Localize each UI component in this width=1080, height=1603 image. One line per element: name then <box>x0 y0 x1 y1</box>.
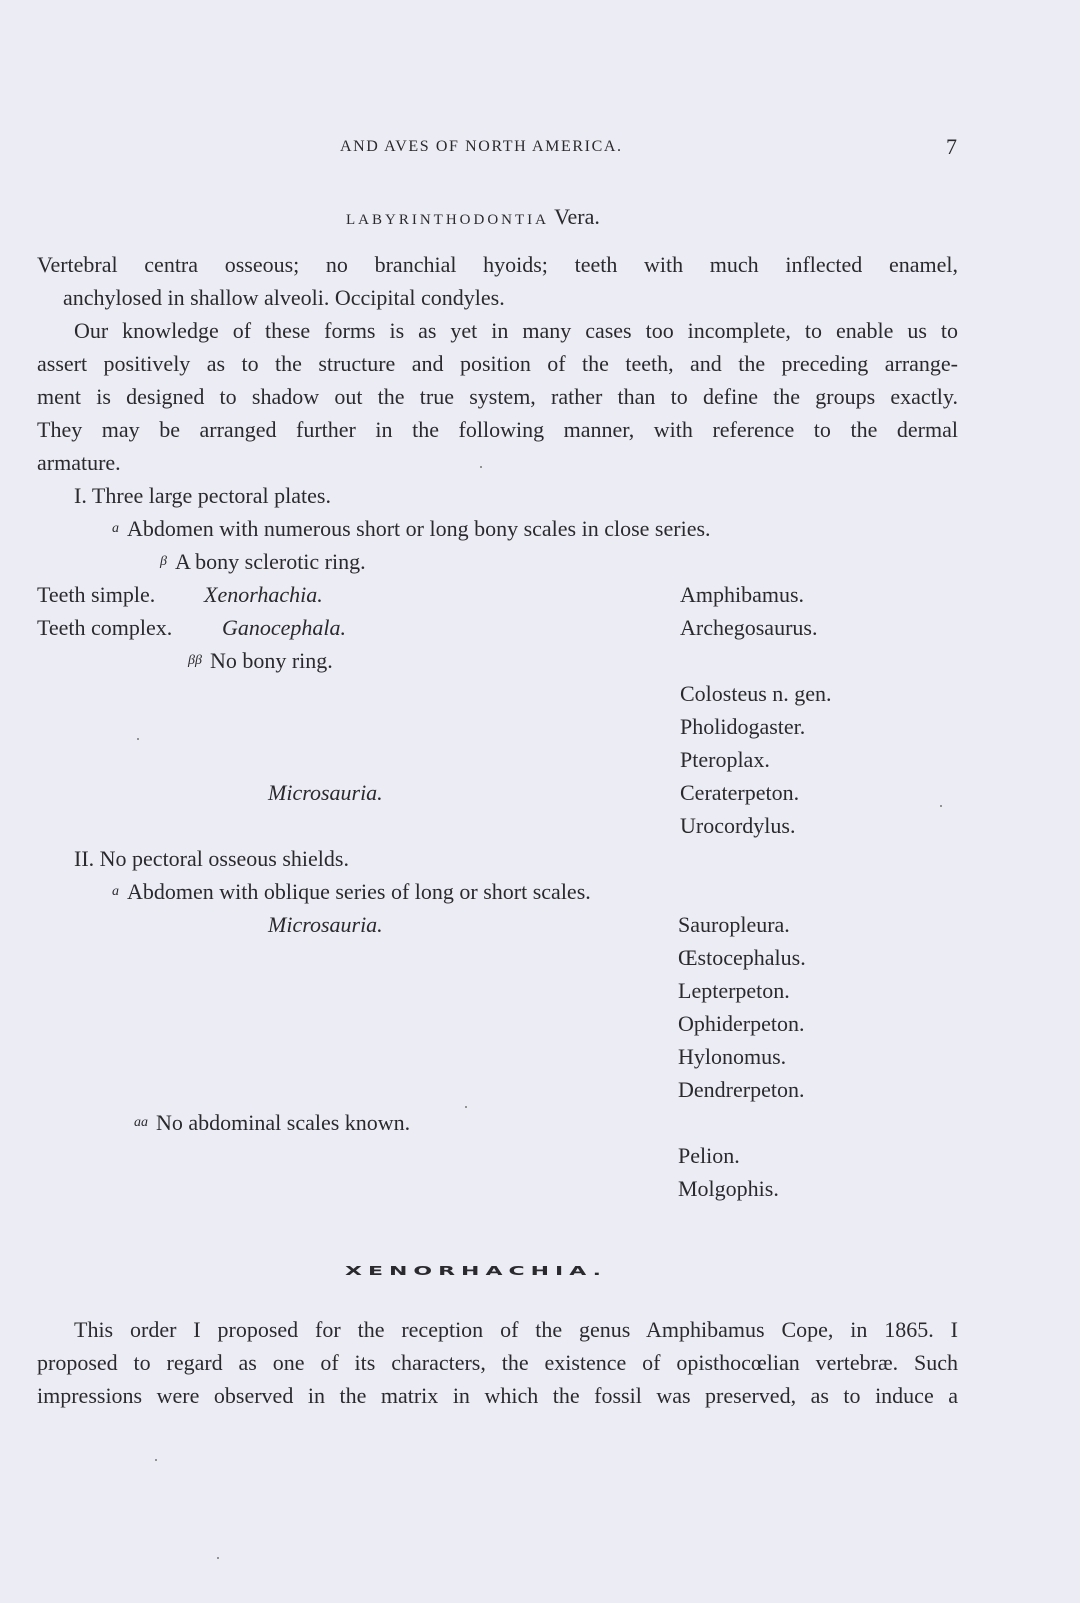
para2-line4: They may be arranged further in the following manner, with reference to the dermal <box>37 417 958 442</box>
key-aa-text: No abdominal scales known. <box>156 1110 411 1135</box>
key-genus: Lepterpeton. <box>678 978 790 1003</box>
key-genus: Pholidogaster. <box>680 714 806 739</box>
key-genus: Œstocephalus. <box>678 945 806 970</box>
key-genus: Sauropleura. <box>678 912 790 937</box>
page-number: 7 <box>946 134 957 159</box>
key-group-2: II. No pectoral osseous shields. <box>74 846 349 871</box>
para2-line1: Our knowledge of these forms is as yet in many cases too incomplete, to enable us to <box>74 318 958 343</box>
key-group-2-a-text: Abdomen with oblique series of long or short scales. <box>127 879 591 904</box>
para2-line2: assert positively as to the structure and position of the teeth, and the preceding arrange- <box>37 351 958 376</box>
key-order-microsauria: Microsauria. <box>268 912 383 937</box>
key-mark-betabeta: ββ <box>188 653 202 668</box>
key-genus: Hylonomus. <box>678 1044 787 1069</box>
key-genus-amphibamus: Amphibamus. <box>680 582 805 607</box>
key-order-microsauria: Microsauria. <box>268 780 383 805</box>
key-mark-a: a <box>112 521 119 536</box>
xenorhachia-line1: This order I proposed for the reception of the genus Amphibamus Cope, in 1865. I <box>74 1317 958 1342</box>
scan-speck <box>137 738 139 740</box>
key-beta-text: A bony sclerotic ring. <box>174 549 366 574</box>
key-beta <box>160 545 366 578</box>
key-genus: Ophiderpeton. <box>678 1011 805 1036</box>
section-title-caps: LABYRINTHODONTIA <box>346 212 549 228</box>
key-genus: Dendrerpeton. <box>678 1077 805 1102</box>
key-genus: Molgophis. <box>678 1176 779 1201</box>
para2-line3: ment is designed to shadow out the true system, rather than to define the groups exactly. <box>37 384 958 409</box>
scan-speck <box>480 466 482 468</box>
key-genus: Pelion. <box>678 1143 740 1168</box>
xenorhachia-heading: XENORHACHIA. <box>345 1264 608 1279</box>
key-aa <box>134 1106 410 1139</box>
scan-speck <box>217 1557 219 1559</box>
xenorhachia-line2: proposed to regard as one of its characters, the existence of opisthocœlian vertebræ. Such <box>37 1350 958 1375</box>
key-betabeta-text: No bony ring. <box>209 648 333 673</box>
key-teeth-simple: Teeth simple. <box>37 582 156 607</box>
key-mark-a: a <box>112 884 119 899</box>
key-order-xenorhachia: Xenorhachia. <box>204 582 323 607</box>
section-title-word: Vera. <box>554 204 600 229</box>
scan-speck <box>465 1106 467 1108</box>
key-genus: Pteroplax. <box>680 747 770 772</box>
scan-speck <box>940 805 942 807</box>
key-teeth-complex: Teeth complex. <box>37 615 173 640</box>
key-group-2-a <box>112 875 591 908</box>
key-genus: Ceraterpeton. <box>680 780 800 805</box>
key-genus-archegosaurus: Archegosaurus. <box>680 615 818 640</box>
key-mark-beta: β <box>160 554 167 569</box>
key-betabeta <box>188 644 333 677</box>
para2-line5: armature. <box>37 450 121 475</box>
section-title <box>346 204 600 230</box>
key-order-ganocephala: Ganocephala. <box>222 615 347 640</box>
key-group-1: I. Three large pectoral plates. <box>74 483 331 508</box>
scan-speck <box>155 1459 157 1461</box>
para1-line1: Vertebral centra osseous; no branchial hyoids; teeth with much inflected enamel, <box>37 252 958 277</box>
key-group-1-a <box>112 512 711 545</box>
key-mark-aa: aa <box>134 1115 148 1130</box>
key-group-1-a-text: Abdomen with numerous short or long bony scales in close series. <box>127 516 711 541</box>
xenorhachia-line3: impressions were observed in the matrix in which the fossil was preserved, as to induce a <box>37 1383 958 1408</box>
para1-line2: anchylosed in shallow alveoli. Occipital condyles. <box>63 285 505 310</box>
running-head: AND AVES OF NORTH AMERICA. <box>340 138 623 155</box>
key-genus: Colosteus n. gen. <box>680 681 832 706</box>
key-genus: Urocordylus. <box>680 813 796 838</box>
